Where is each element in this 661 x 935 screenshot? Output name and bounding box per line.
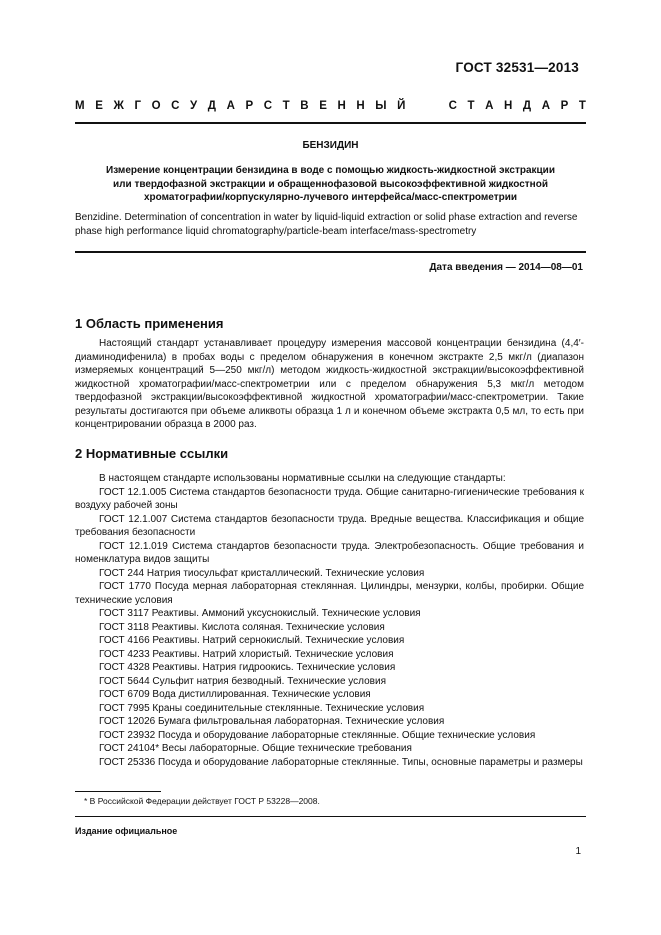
banner-letter: Ж [113, 100, 124, 112]
reference-item: ГОСТ 12.1.005 Система стандартов безопасности труда. Общие санитарно-гигиенические требования к воздуху рабочей зоны [75, 486, 584, 511]
reference-item: ГОСТ 12026 Бумага фильтровальная лабораторная. Технические условия [99, 716, 445, 727]
reference-item: ГОСТ 12.1.007 Система стандартов безопасности труда. Вредные вещества. Классификация и общие требования безопасности [75, 513, 584, 538]
banner-letter: Т [282, 100, 290, 112]
subtitle-line: Измерение концентрации бензидина в воде с помощью жидкость-жидкостной экстракции [106, 165, 555, 176]
banner-letter: Й [397, 100, 406, 112]
banner-letter: Ы [375, 100, 387, 112]
footnote: * В Российской Федерации действует ГОСТ Р 53228—2008. [84, 796, 320, 806]
reference-item: ГОСТ 7995 Краны соединительные стеклянные. Технические условия [99, 702, 425, 714]
reference-item: ГОСТ 24104* Весы лабораторные. Общие технические требования [99, 743, 412, 754]
banner-letter: Е [95, 100, 103, 112]
banner-letter: Н [356, 100, 365, 112]
reference-item: ГОСТ 5644 Сульфит натрия безводный. Технические условия [99, 675, 386, 687]
reference-item: ГОСТ 23932 Посуда и оборудование лабораторные стеклянные. Общие технические условия [99, 729, 536, 741]
section-1-paragraph: Настоящий стандарт устанавливает процедуру измерения массовой концентрации бензидина (4,4′-диаминодифенила) в пробах воды с пределом обнаружения в конечном экстракте 2,5 мкг/л (диапазон измеряемых концентраций 5—250 мкг/л) методом жидкость-жидкостной экстракции/высокоэффективной жидкостной хроматографии/масс-спектрометрии или с пределом обнаружения 5,3 мкг/л методом твердофазной экстракции/высокоэффективной жидкостной хроматографии/масс-спектрометрии. Такие результаты достигаются при объеме аликвоты образца 1 л и конечном объеме экстракта 0,5 мл, то есть при концентрировании образца в 2000 раз. [75, 338, 584, 430]
banner-letter: О [151, 100, 161, 112]
banner-letter: С [263, 100, 273, 112]
reference-item: ГОСТ 244 Натрия тиосульфат кристаллический. Технические условия [99, 567, 425, 579]
english-title-line: phase high performance liquid chromatography/particle-beam interface/mass-spectrometry [75, 225, 477, 237]
reference-item: ГОСТ 1770 Посуда мерная лабораторная стеклянная. Цилиндры, мензурки, колбы, пробирки. Общие технические условия [75, 581, 584, 606]
standard-title: БЕНЗИДИН [302, 140, 359, 151]
banner-letter: В [300, 100, 309, 112]
reference-item: ГОСТ 3117 Реактивы. Аммоний уксуснокислый. Технические условия [99, 608, 421, 619]
reference-item: ГОСТ 4166 Реактивы. Натрий сернокислый. Технические условия [99, 635, 405, 646]
banner-letter: А [541, 100, 551, 112]
banner-letter: Е [319, 100, 327, 112]
banner-letter: Н [504, 100, 513, 112]
banner-letter: Д [522, 100, 532, 112]
document-code: ГОСТ 32531—2013 [455, 60, 579, 75]
normative-references-list [75, 472, 584, 769]
english-title-line: Benzidine. Determination of concentration in water by liquid-liquid extraction or solid phase extraction and reverse [75, 212, 578, 223]
banner-letter: Т [467, 100, 475, 112]
section-2-heading: 2 Нормативные ссылки [75, 446, 229, 461]
reference-item: ГОСТ 6709 Вода дистиллированная. Технические условия [99, 689, 371, 700]
interstate-standard-banner [75, 100, 586, 112]
reference-item: ГОСТ 3118 Реактивы. Кислота соляная. Технические условия [99, 621, 385, 633]
footnote-rule [75, 791, 161, 792]
standard-subtitle [75, 164, 586, 205]
banner-letter: У [190, 100, 198, 112]
banner-letter: Р [245, 100, 254, 112]
banner-letter: Т [578, 100, 586, 112]
banner-letter: Р [560, 100, 569, 112]
section-1-heading: 1 Область применения [75, 316, 224, 331]
references-intro: В настоящем стандарте использованы нормативные ссылки на следующие стандарты: [99, 473, 506, 484]
english-title [75, 211, 586, 238]
subtitle-line: хроматографии/корпускулярно-лучевого интерфейса/масс-спектрометрии [143, 192, 518, 203]
official-edition-label: Издание официальное [75, 826, 178, 836]
header-rule [75, 122, 586, 124]
section-1-text [75, 337, 584, 432]
footer-rule [75, 816, 586, 817]
banner-word-gap [416, 100, 438, 112]
title-rule [75, 251, 586, 253]
reference-item: ГОСТ 12.1.019 Система стандартов безопасности труда. Электробезопасность. Общие требования и номенклатура видов защиты [75, 540, 584, 565]
banner-letter: С [171, 100, 180, 112]
banner-letter: Д [207, 100, 216, 112]
banner-letter: А [226, 100, 235, 112]
reference-item: ГОСТ 4328 Реактивы. Натрия гидроокись. Технические условия [99, 662, 396, 673]
subtitle-line: или твердофазной экстракции и обращеннофазовой высокоэффективной жидкостной [113, 178, 548, 190]
reference-item: ГОСТ 25336 Посуда и оборудование лабораторные стеклянные. Типы, основные параметры и размеры [99, 756, 583, 768]
banner-letter: С [448, 100, 457, 112]
banner-letter: А [485, 100, 494, 112]
banner-letter: Н [337, 100, 346, 112]
banner-letter: М [75, 100, 85, 112]
banner-letter: Г [134, 100, 141, 112]
reference-item: ГОСТ 4233 Реактивы. Натрий хлористый. Технические условия [99, 648, 394, 660]
page-number: 1 [575, 846, 581, 857]
introduction-date: Дата введения — 2014—08—01 [429, 262, 583, 273]
